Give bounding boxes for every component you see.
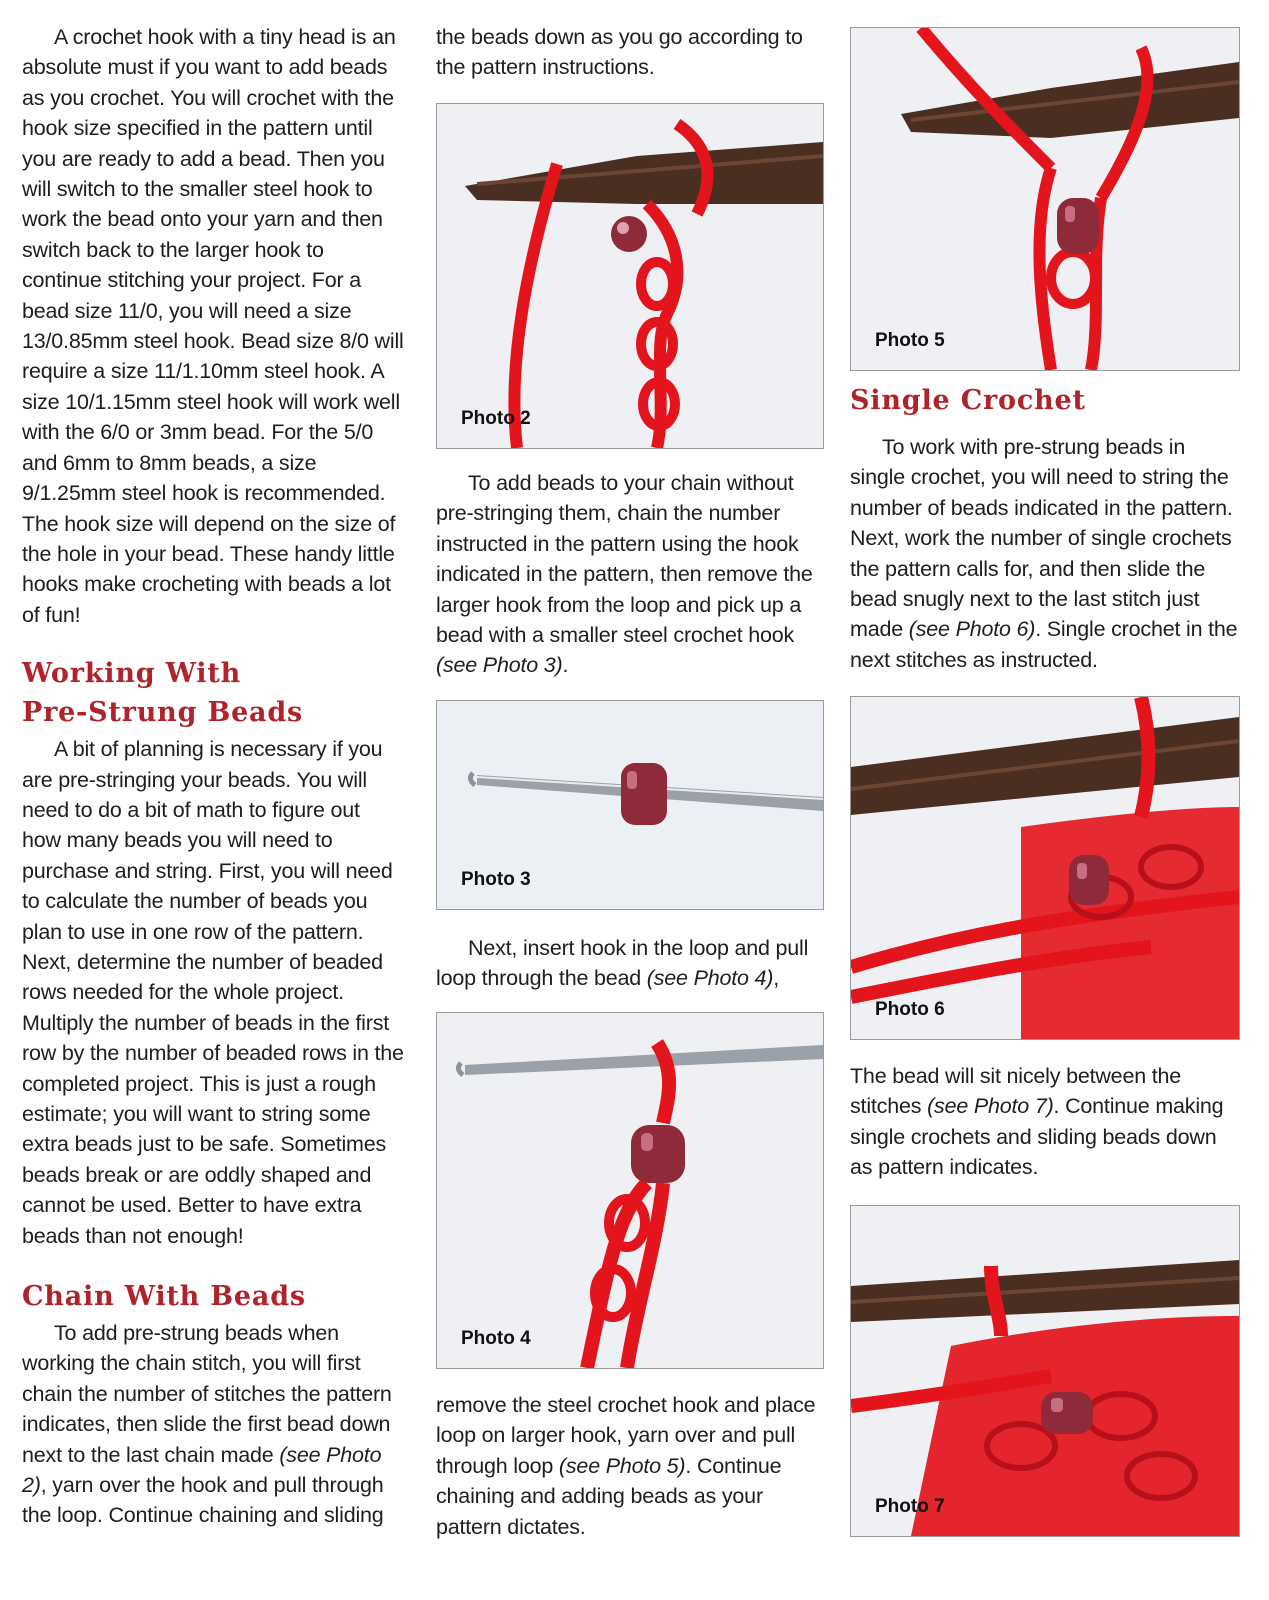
heading-single-crochet: Single Crochet: [850, 385, 1086, 416]
photo-5-caption: Photo 5: [875, 330, 945, 351]
prestrung-paragraph: A bit of planning is necessary if you are pre-stringing your beads. You will need to do a bit of math to figure out how many beads you will need to purchase and string. First, you will need to calculate the number of beads you plan to use in one row of the pattern. Next, determine the number of beaded rows needed for the whole project. Multiply the number of beads in the first row by the number of beaded rows in the completed project. This is just a rough estimate; you will want to string some extra beads just to be safe. Sometimes beads break or are oddly shaped and cannot be used. Better to have extra beads than not enough!: [22, 737, 404, 1248]
photo-3-caption: Photo 3: [461, 869, 531, 890]
next-paragraph: [436, 933, 828, 994]
chain-text: To add pre-strung beads when working the chain stitch, you will first chain the number of stitches the pattern indicates, then slide the first bead down next to the last chain made: [22, 1321, 392, 1467]
photo-5-image: [851, 28, 1239, 370]
remove-text-end: . Continue chaining and adding beads as your pattern dictates.: [436, 1453, 782, 1539]
photo-ref: (see Photo 5): [558, 1453, 686, 1478]
photo-6-caption: Photo 6: [875, 999, 945, 1020]
continuation-paragraph: the beads down as you go according to the pattern instructions.: [436, 25, 803, 80]
column-3: [850, 0, 1240, 1600]
heading-line-1: Working With: [22, 658, 242, 690]
remove-paragraph: [436, 1390, 828, 1542]
photo-4-caption: Photo 4: [461, 1328, 531, 1349]
single-crochet-paragraph: [850, 432, 1240, 675]
bead-sit-paragraph: [850, 1061, 1240, 1183]
heading-chain-with-beads: Chain With Beads: [22, 1281, 306, 1313]
no-prestring-text-end: .: [562, 653, 569, 678]
photo-6: [850, 696, 1240, 1040]
photo-ref: (see Photo 7): [927, 1094, 1054, 1119]
no-prestring-text: To add beads to your chain without pre-stringing them, chain the number instructed in the pattern using the hook indicated in the pattern, then remove the larger hook from the loop and pick up a bead with a smaller steel crochet hook: [436, 471, 813, 648]
photo-7: [850, 1205, 1240, 1537]
photo-ref: (see Photo 4): [646, 966, 774, 991]
photo-4-image: [437, 1013, 823, 1368]
photo-ref: (see Photo 2): [22, 1442, 382, 1498]
sit-text: The bead will sit nicely between the stitches: [850, 1064, 1182, 1119]
photo-2-image: [437, 104, 823, 448]
photo-ref: (see Photo 3): [436, 653, 563, 678]
photo-ref: (see Photo 6): [908, 617, 1036, 642]
sit-text-end: . Continue making single crochets and sliding beads down as pattern indicates.: [850, 1094, 1224, 1180]
single-text: To work with pre-strung beads in single crochet, you will need to string the number of beads indicated in the pattern. Next, work the number of single crochets the pattern calls for, and then slide the bead snugly next to the last stitch just made: [850, 435, 1233, 642]
photo-5: [850, 27, 1240, 371]
photo-7-image: [851, 1206, 1239, 1536]
next-text-end: ,: [773, 966, 780, 991]
photo-6-image: [851, 697, 1239, 1039]
no-prestring-paragraph: [436, 468, 828, 681]
next-text: Next, insert hook in the loop and pull loop through the bead: [436, 936, 809, 991]
column-2: [436, 0, 828, 1600]
photo-2-caption: Photo 2: [461, 408, 531, 429]
photo-2: [436, 103, 824, 449]
heading-line-2: Pre-Strung Beads: [22, 697, 304, 729]
remove-text: remove the steel crochet hook and place loop on larger hook, yarn over and pull through loop: [436, 1393, 816, 1478]
photo-3: [436, 700, 824, 910]
photo-4: [436, 1012, 824, 1369]
intro-paragraph: A crochet hook with a tiny head is an absolute must if you want to add beads as you crochet. You will crochet with the hook size specified in the pattern until you are ready to add a bead. Then you will switch to the smaller steel hook to work the bead onto your yarn and then switch back to the larger hook to continue stitching your project. For a bead size 11/0, you will need a size 13/0.85mm steel hook. Bead size 8/0 will require a size 11/1.10mm steel hook. A size 10/1.15mm steel hook will work well with the 6/0 or 3mm bead. For the 5/0 and 6mm to 8mm beads, a size 9/1.25mm steel hook is recommended. The hook size will depend on the size of the hole in your bead. These handy little hooks make crocheting with beads a lot of fun!: [22, 25, 404, 627]
chain-paragraph: [22, 1318, 404, 1531]
column-1: [22, 0, 404, 1531]
chain-text-end: , yarn over the hook and pull through the loop. Continue chaining and sliding: [22, 1473, 384, 1528]
photo-7-caption: Photo 7: [875, 1496, 945, 1517]
heading-working-with-prestrung: [22, 654, 404, 732]
single-text-end: . Single crochet in the next stitches as instructed.: [850, 617, 1238, 672]
